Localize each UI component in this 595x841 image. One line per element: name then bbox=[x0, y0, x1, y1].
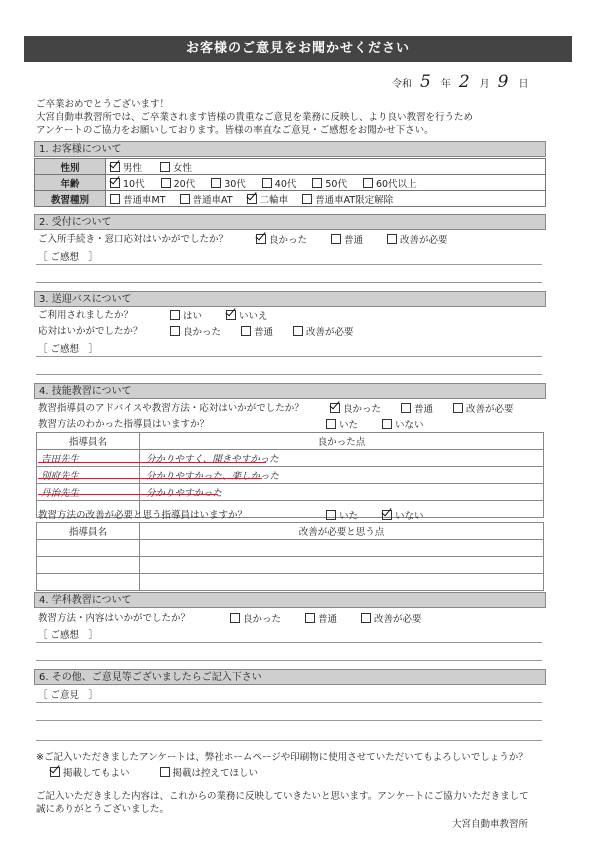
option-label: 改善が必要 bbox=[306, 327, 354, 338]
bus-question-1: ご利用されましたか？ bbox=[38, 310, 134, 321]
option-checkbox[interactable] bbox=[247, 192, 289, 206]
checkbox-icon[interactable] bbox=[305, 613, 315, 623]
checked-box-icon[interactable] bbox=[110, 178, 120, 188]
checkbox-icon[interactable] bbox=[302, 194, 312, 204]
reception-options bbox=[256, 234, 472, 247]
checkbox-icon[interactable] bbox=[401, 403, 411, 413]
row-gender: 性別 男性 女性 bbox=[35, 159, 546, 175]
date-month-unit: 月 bbox=[479, 79, 490, 90]
option-checkbox[interactable] bbox=[330, 403, 381, 416]
date-year-unit: 年 bbox=[440, 79, 451, 90]
academic-question: 教習方法・内容はいかがでしたか？ bbox=[38, 613, 191, 624]
checkbox-icon[interactable] bbox=[312, 178, 322, 188]
option-checkbox[interactable] bbox=[302, 192, 393, 206]
option-checkbox[interactable] bbox=[262, 176, 297, 190]
option-checkbox[interactable] bbox=[170, 310, 202, 323]
checkbox-icon[interactable] bbox=[170, 326, 180, 336]
bus-comment-label: ［ ご感想 ］ bbox=[38, 344, 99, 355]
col-instructor-name: 指導員名 bbox=[37, 523, 140, 540]
company-name: 大宮自動車教習所 bbox=[452, 819, 529, 830]
checked-box-icon[interactable] bbox=[256, 234, 266, 244]
table-row bbox=[37, 557, 544, 574]
improve-instructor-table bbox=[36, 522, 544, 591]
option-label: はい bbox=[183, 311, 203, 322]
checkbox-icon[interactable] bbox=[453, 403, 463, 413]
checked-box-icon[interactable] bbox=[50, 767, 60, 777]
date-year: 5 bbox=[420, 72, 431, 92]
good-instructor-table bbox=[36, 432, 544, 518]
comment-line bbox=[36, 356, 542, 357]
option-label: 普通車MT bbox=[123, 194, 166, 206]
handwritten-underline bbox=[38, 478, 262, 479]
other-comment-label: ［ ご意見 ］ bbox=[38, 690, 99, 701]
col-good-point: 良かった点 bbox=[140, 433, 544, 450]
checkbox-icon[interactable] bbox=[161, 178, 171, 188]
consent-question: ※ご記入いただきましたアンケートは、弊社ホームページや印刷物に使用させていただいてもよろしいでしょうか？ bbox=[36, 752, 528, 763]
table-row bbox=[37, 484, 544, 501]
option-checkbox[interactable] bbox=[387, 234, 448, 247]
handwritten-underline bbox=[38, 462, 266, 463]
checkbox-icon[interactable] bbox=[326, 419, 336, 429]
checkbox-icon[interactable] bbox=[211, 178, 221, 188]
option-checkbox[interactable] bbox=[453, 403, 514, 416]
option-checkbox[interactable] bbox=[241, 326, 273, 339]
table-row bbox=[37, 450, 544, 467]
comment-line bbox=[36, 660, 542, 661]
checkbox-icon[interactable] bbox=[262, 178, 272, 188]
bus-question-2: 応対はいかがでしたか？ bbox=[38, 326, 143, 337]
option-label: 良かった bbox=[243, 614, 282, 625]
customer-table bbox=[34, 158, 546, 207]
option-checkbox[interactable] bbox=[293, 326, 354, 339]
good-point: 分かりやすく、聞きやすかった bbox=[140, 450, 544, 467]
consent-options bbox=[50, 767, 288, 780]
checkbox-icon[interactable] bbox=[160, 162, 170, 172]
option-checkbox[interactable] bbox=[170, 326, 221, 339]
option-label: いた bbox=[339, 511, 359, 522]
comment-line bbox=[36, 282, 542, 283]
option-label: 普通車AT限定解除 bbox=[315, 194, 394, 206]
table-row bbox=[37, 467, 544, 484]
checked-box-icon[interactable] bbox=[330, 403, 340, 413]
comment-line bbox=[36, 702, 542, 703]
checkbox-icon[interactable] bbox=[160, 767, 170, 777]
option-label: 掲載は控えてほしい bbox=[172, 768, 259, 779]
instructor-name: 丹治先生 bbox=[37, 484, 140, 501]
option-label: 改善が必要 bbox=[400, 235, 448, 246]
section-skill-heading: 4. 技能教習について bbox=[34, 383, 546, 399]
option-label: 改善が必要 bbox=[374, 614, 422, 625]
comment-line bbox=[36, 720, 542, 721]
handwritten-underline bbox=[38, 494, 218, 495]
academic-options bbox=[230, 613, 446, 626]
option-label: 良かった bbox=[269, 235, 308, 246]
option-label: 男性 bbox=[123, 162, 143, 174]
option-checkbox[interactable] bbox=[256, 234, 307, 247]
skill-question-1: 教習指導員のアドバイスや教習方法・応対はいかがでしたか？ bbox=[38, 403, 304, 414]
option-checkbox[interactable] bbox=[361, 613, 422, 626]
option-checkbox[interactable] bbox=[160, 160, 192, 174]
comment-line bbox=[36, 264, 542, 265]
section-academic-heading: 4. 学科教習について bbox=[34, 592, 546, 608]
date-era: 令和 bbox=[392, 79, 412, 90]
option-label: いた bbox=[339, 420, 359, 431]
option-label: 普通車AT bbox=[192, 194, 233, 206]
checkbox-icon[interactable] bbox=[170, 310, 180, 320]
skill-options-2 bbox=[326, 419, 448, 432]
checkbox-icon[interactable] bbox=[382, 419, 392, 429]
option-label: いいえ bbox=[239, 311, 268, 322]
option-checkbox[interactable] bbox=[110, 176, 145, 190]
table-row bbox=[37, 574, 544, 591]
bus-options-2 bbox=[170, 326, 374, 339]
option-checkbox[interactable] bbox=[230, 613, 281, 626]
option-label: 良かった bbox=[183, 327, 222, 338]
table-row bbox=[37, 540, 544, 557]
option-label: いない bbox=[395, 511, 424, 522]
option-checkbox[interactable] bbox=[401, 403, 433, 416]
option-label: 20代 bbox=[173, 178, 196, 190]
reception-question: ご入所手続き・窓口応対はいかがでしたか？ bbox=[38, 234, 229, 245]
option-checkbox[interactable] bbox=[312, 176, 347, 190]
option-label: 女性 bbox=[173, 162, 193, 174]
row-age: 年齢 10代 20代 30代 40代 50代 60代以上 bbox=[35, 175, 546, 191]
option-label: 普通 bbox=[318, 614, 338, 625]
option-checkbox[interactable] bbox=[363, 176, 417, 190]
page-title: お客様のご意見をお聞かせください bbox=[24, 36, 572, 62]
checked-box-icon[interactable] bbox=[382, 510, 392, 520]
option-checkbox[interactable] bbox=[326, 419, 358, 432]
checkbox-icon[interactable] bbox=[363, 178, 373, 188]
section-bus-heading: 3. 送迎バスについて bbox=[34, 291, 546, 307]
date-field bbox=[392, 72, 528, 92]
date-month: 2 bbox=[458, 72, 470, 92]
date-day-unit: 日 bbox=[518, 79, 529, 90]
checked-box-icon[interactable] bbox=[226, 310, 236, 320]
option-label: 40代 bbox=[274, 178, 297, 190]
checkbox-icon[interactable] bbox=[110, 194, 120, 204]
option-label: 良かった bbox=[343, 404, 382, 415]
option-label: 普通 bbox=[254, 327, 274, 338]
option-label: 30代 bbox=[224, 178, 246, 190]
option-label: 二輪車 bbox=[259, 194, 289, 206]
date-day: 9 bbox=[497, 72, 509, 92]
section-other-heading: 6. その他、ご意見等ございましたらご記入下さい bbox=[34, 669, 546, 685]
intro-text: ご卒業おめでとうございます！ 大宮自動車教習所では、ご卒業されます皆様の貴重なご意見を業務に反映し、より良い教習を行うため アンケートのご協力をお願いしております。皆様の率直なご意見・ご感想をお聞かせ下さい。 bbox=[36, 99, 474, 136]
option-label: 10代 bbox=[123, 178, 145, 190]
option-checkbox[interactable] bbox=[331, 234, 363, 247]
skill-question-3: 教習方法の改善が必要と思う指導員はいますか？ bbox=[38, 510, 248, 521]
academic-comment-label: ［ ご感想 ］ bbox=[38, 630, 99, 641]
instructor-name: 吉田先生 bbox=[37, 450, 140, 467]
comment-line bbox=[36, 740, 542, 741]
checkbox-icon[interactable] bbox=[326, 510, 336, 520]
option-label: 改善が必要 bbox=[466, 404, 514, 415]
comment-line bbox=[36, 374, 542, 375]
section-reception-heading: 2. 受付について bbox=[34, 214, 546, 230]
skill-question-2: 教習方法のわかった指導員はいますか？ bbox=[38, 419, 210, 430]
option-checkbox[interactable] bbox=[382, 419, 424, 432]
section-customer-heading: 1. お客様について bbox=[34, 141, 546, 157]
skill-options-1 bbox=[330, 403, 534, 416]
option-checkbox[interactable] bbox=[110, 192, 166, 206]
checked-box-icon[interactable] bbox=[247, 194, 257, 204]
checkbox-icon[interactable] bbox=[361, 613, 371, 623]
option-checkbox[interactable] bbox=[305, 613, 337, 626]
option-checkbox[interactable] bbox=[160, 767, 259, 780]
checkbox-icon[interactable] bbox=[331, 234, 341, 244]
option-checkbox[interactable] bbox=[161, 176, 196, 190]
option-label: 60代以上 bbox=[375, 178, 417, 190]
checked-box-icon[interactable] bbox=[110, 162, 120, 172]
col-improve-point: 改善が必要と思う点 bbox=[140, 523, 544, 540]
bus-options-1 bbox=[170, 310, 292, 323]
option-checkbox[interactable] bbox=[211, 176, 246, 190]
col-instructor-name: 指導員名 bbox=[37, 433, 140, 450]
option-label: いない bbox=[395, 420, 424, 431]
checkbox-icon[interactable] bbox=[293, 326, 303, 336]
reception-comment-label: ［ ご感想 ］ bbox=[38, 252, 99, 263]
checkbox-icon[interactable] bbox=[241, 326, 251, 336]
option-label: 50代 bbox=[325, 178, 347, 190]
option-label: 掲載してもよい bbox=[63, 768, 130, 779]
instructor-name: 別府先生 bbox=[37, 467, 140, 484]
option-label: 普通 bbox=[344, 235, 364, 246]
option-label: 普通 bbox=[414, 404, 434, 415]
good-point: 分かりやすかった bbox=[140, 484, 544, 501]
checkbox-icon[interactable] bbox=[180, 194, 190, 204]
option-checkbox[interactable] bbox=[226, 310, 268, 323]
closing-text: ご記入いただきました内容は、これからの業務に反映していきたいと思います。アンケートにご協力いただきまして 誠にありがとうございました。 bbox=[36, 791, 529, 815]
checkbox-icon[interactable] bbox=[387, 234, 397, 244]
option-checkbox[interactable] bbox=[180, 192, 233, 206]
comment-line bbox=[36, 642, 542, 643]
row-course: 教習種別 普通車MT 普通車AT 二輪車 普通車AT限定解除 bbox=[35, 191, 546, 207]
checkbox-icon[interactable] bbox=[230, 613, 240, 623]
good-point: 分かりやすかった、楽しかった bbox=[140, 467, 544, 484]
option-checkbox[interactable] bbox=[50, 767, 130, 780]
option-checkbox[interactable] bbox=[110, 160, 142, 174]
